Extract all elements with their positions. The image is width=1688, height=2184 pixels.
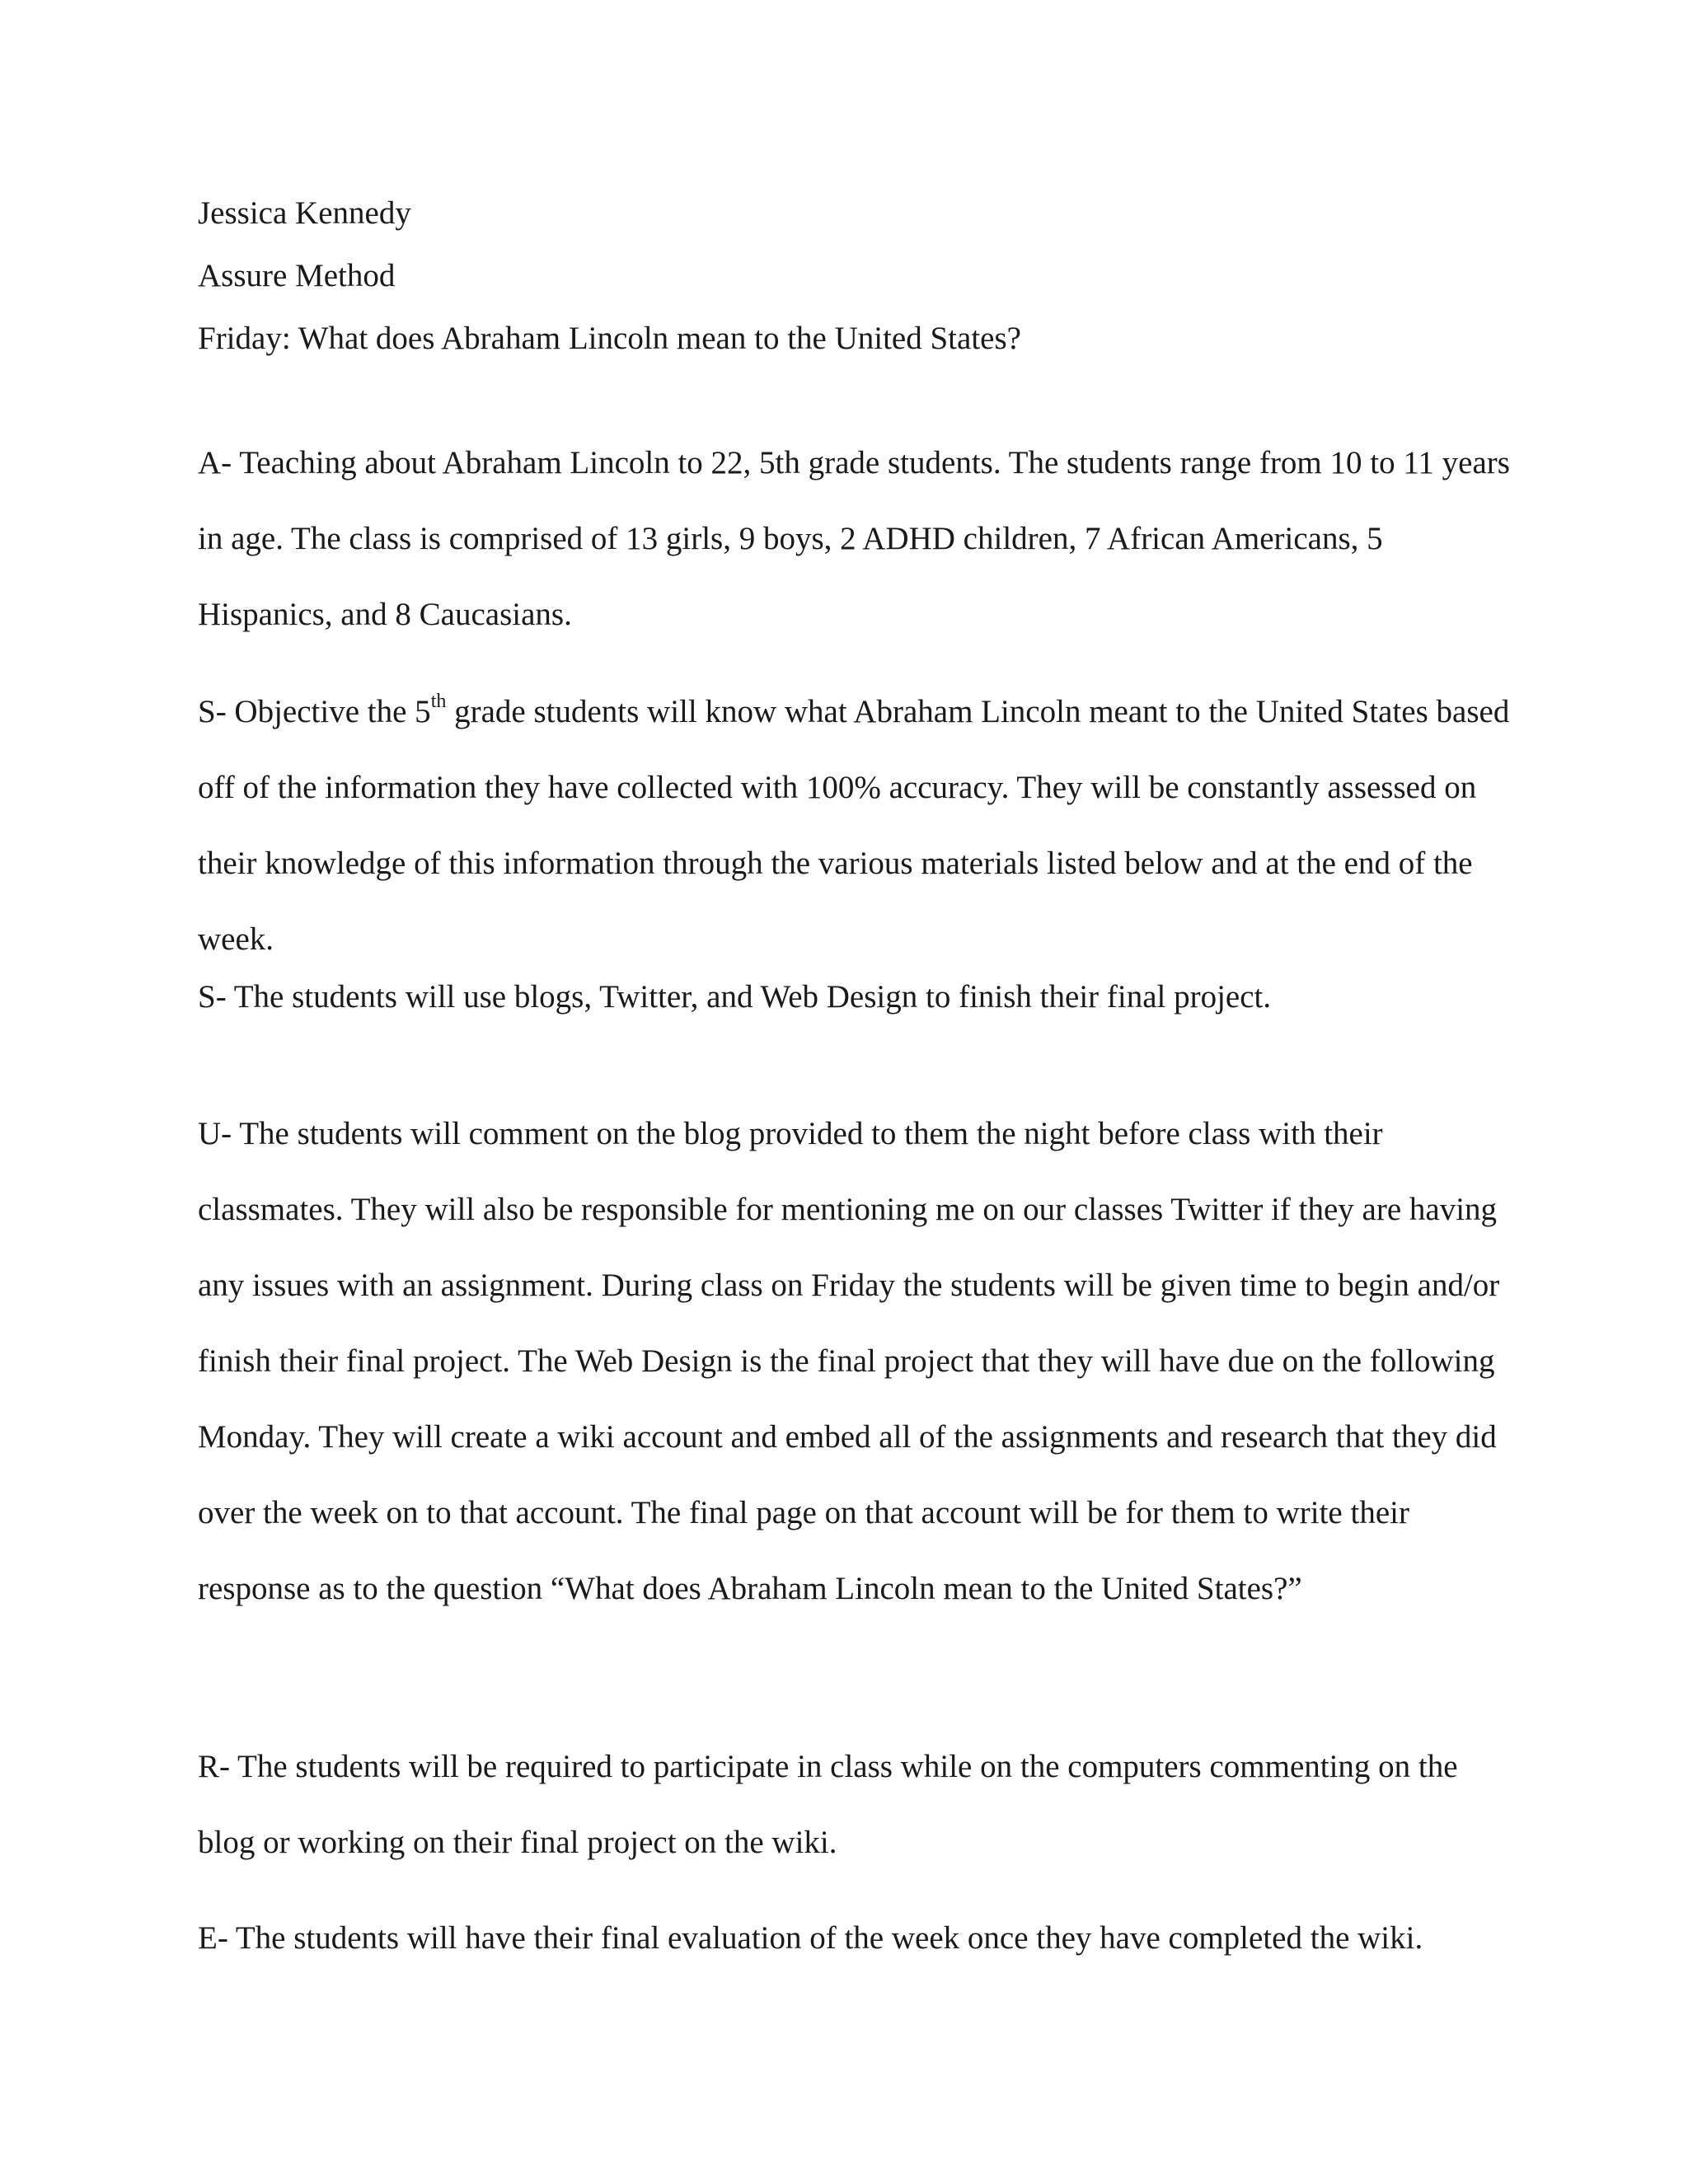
paragraph-s1-prefix: S- Objective the 5 [198, 694, 431, 729]
paragraph-e-text: E- The students will have their final evaluation of the week once they have completed the wiki. [198, 1920, 1423, 1956]
document-title: Assure Method [198, 258, 396, 293]
paragraph-r-text: R- The students will be required to participate in class while on the computers commenting on the blog or working on their final project on the wiki. [198, 1749, 1458, 1860]
paragraph-r-require [198, 1729, 1517, 1881]
paragraph-s-objectives [198, 674, 1517, 977]
paragraph-a-text: A- Teaching about Abraham Lincoln to 22, 5th grade students. The students range from 10 to 11 years in age. The class is comprised of 13 girls, 9 boys, 2 ADHD children, 7 African Americans, 5 Hispanics, and 8 Caucasians. [198, 445, 1510, 632]
author-name: Jessica Kennedy [198, 195, 411, 231]
paragraph-s1-text [198, 674, 1517, 977]
paragraph-s-select-media [198, 959, 1517, 1035]
paragraph-e-evaluate [198, 1900, 1517, 1976]
paragraph-a-analyze [198, 425, 1517, 653]
lesson-question: Friday: What does Abraham Lincoln mean to the United States? [198, 321, 1021, 356]
paragraph-u-text: U- The students will comment on the blog provided to them the night before class with their classmates. They will also be responsible for mentioning me on our classes Twitter if they are having any issues with an assignment. During class on Friday the students will be given time to begin and/or finish their final project. The Web Design is the final project that they will have due on the following Monday. They will create a wiki account and embed all of the assignments and research that they did over the week on to that account. The final page on that account will be for them to write their response as to the question “What does Abraham Lincoln mean to the United States?” [198, 1116, 1500, 1606]
paragraph-s2-text: S- The students will use blogs, Twitter, and Web Design to finish their final project. [198, 979, 1272, 1015]
paragraph-u-utilize [198, 1096, 1517, 1627]
paragraph-s1-rest: grade students will know what Abraham Lincoln meant to the United States based off of the information they have collected with 100% accuracy. They will be constantly assessed on their knowledge of this information through the various materials listed below and at the end of the week. [198, 694, 1510, 957]
superscript-th: th [430, 691, 447, 712]
